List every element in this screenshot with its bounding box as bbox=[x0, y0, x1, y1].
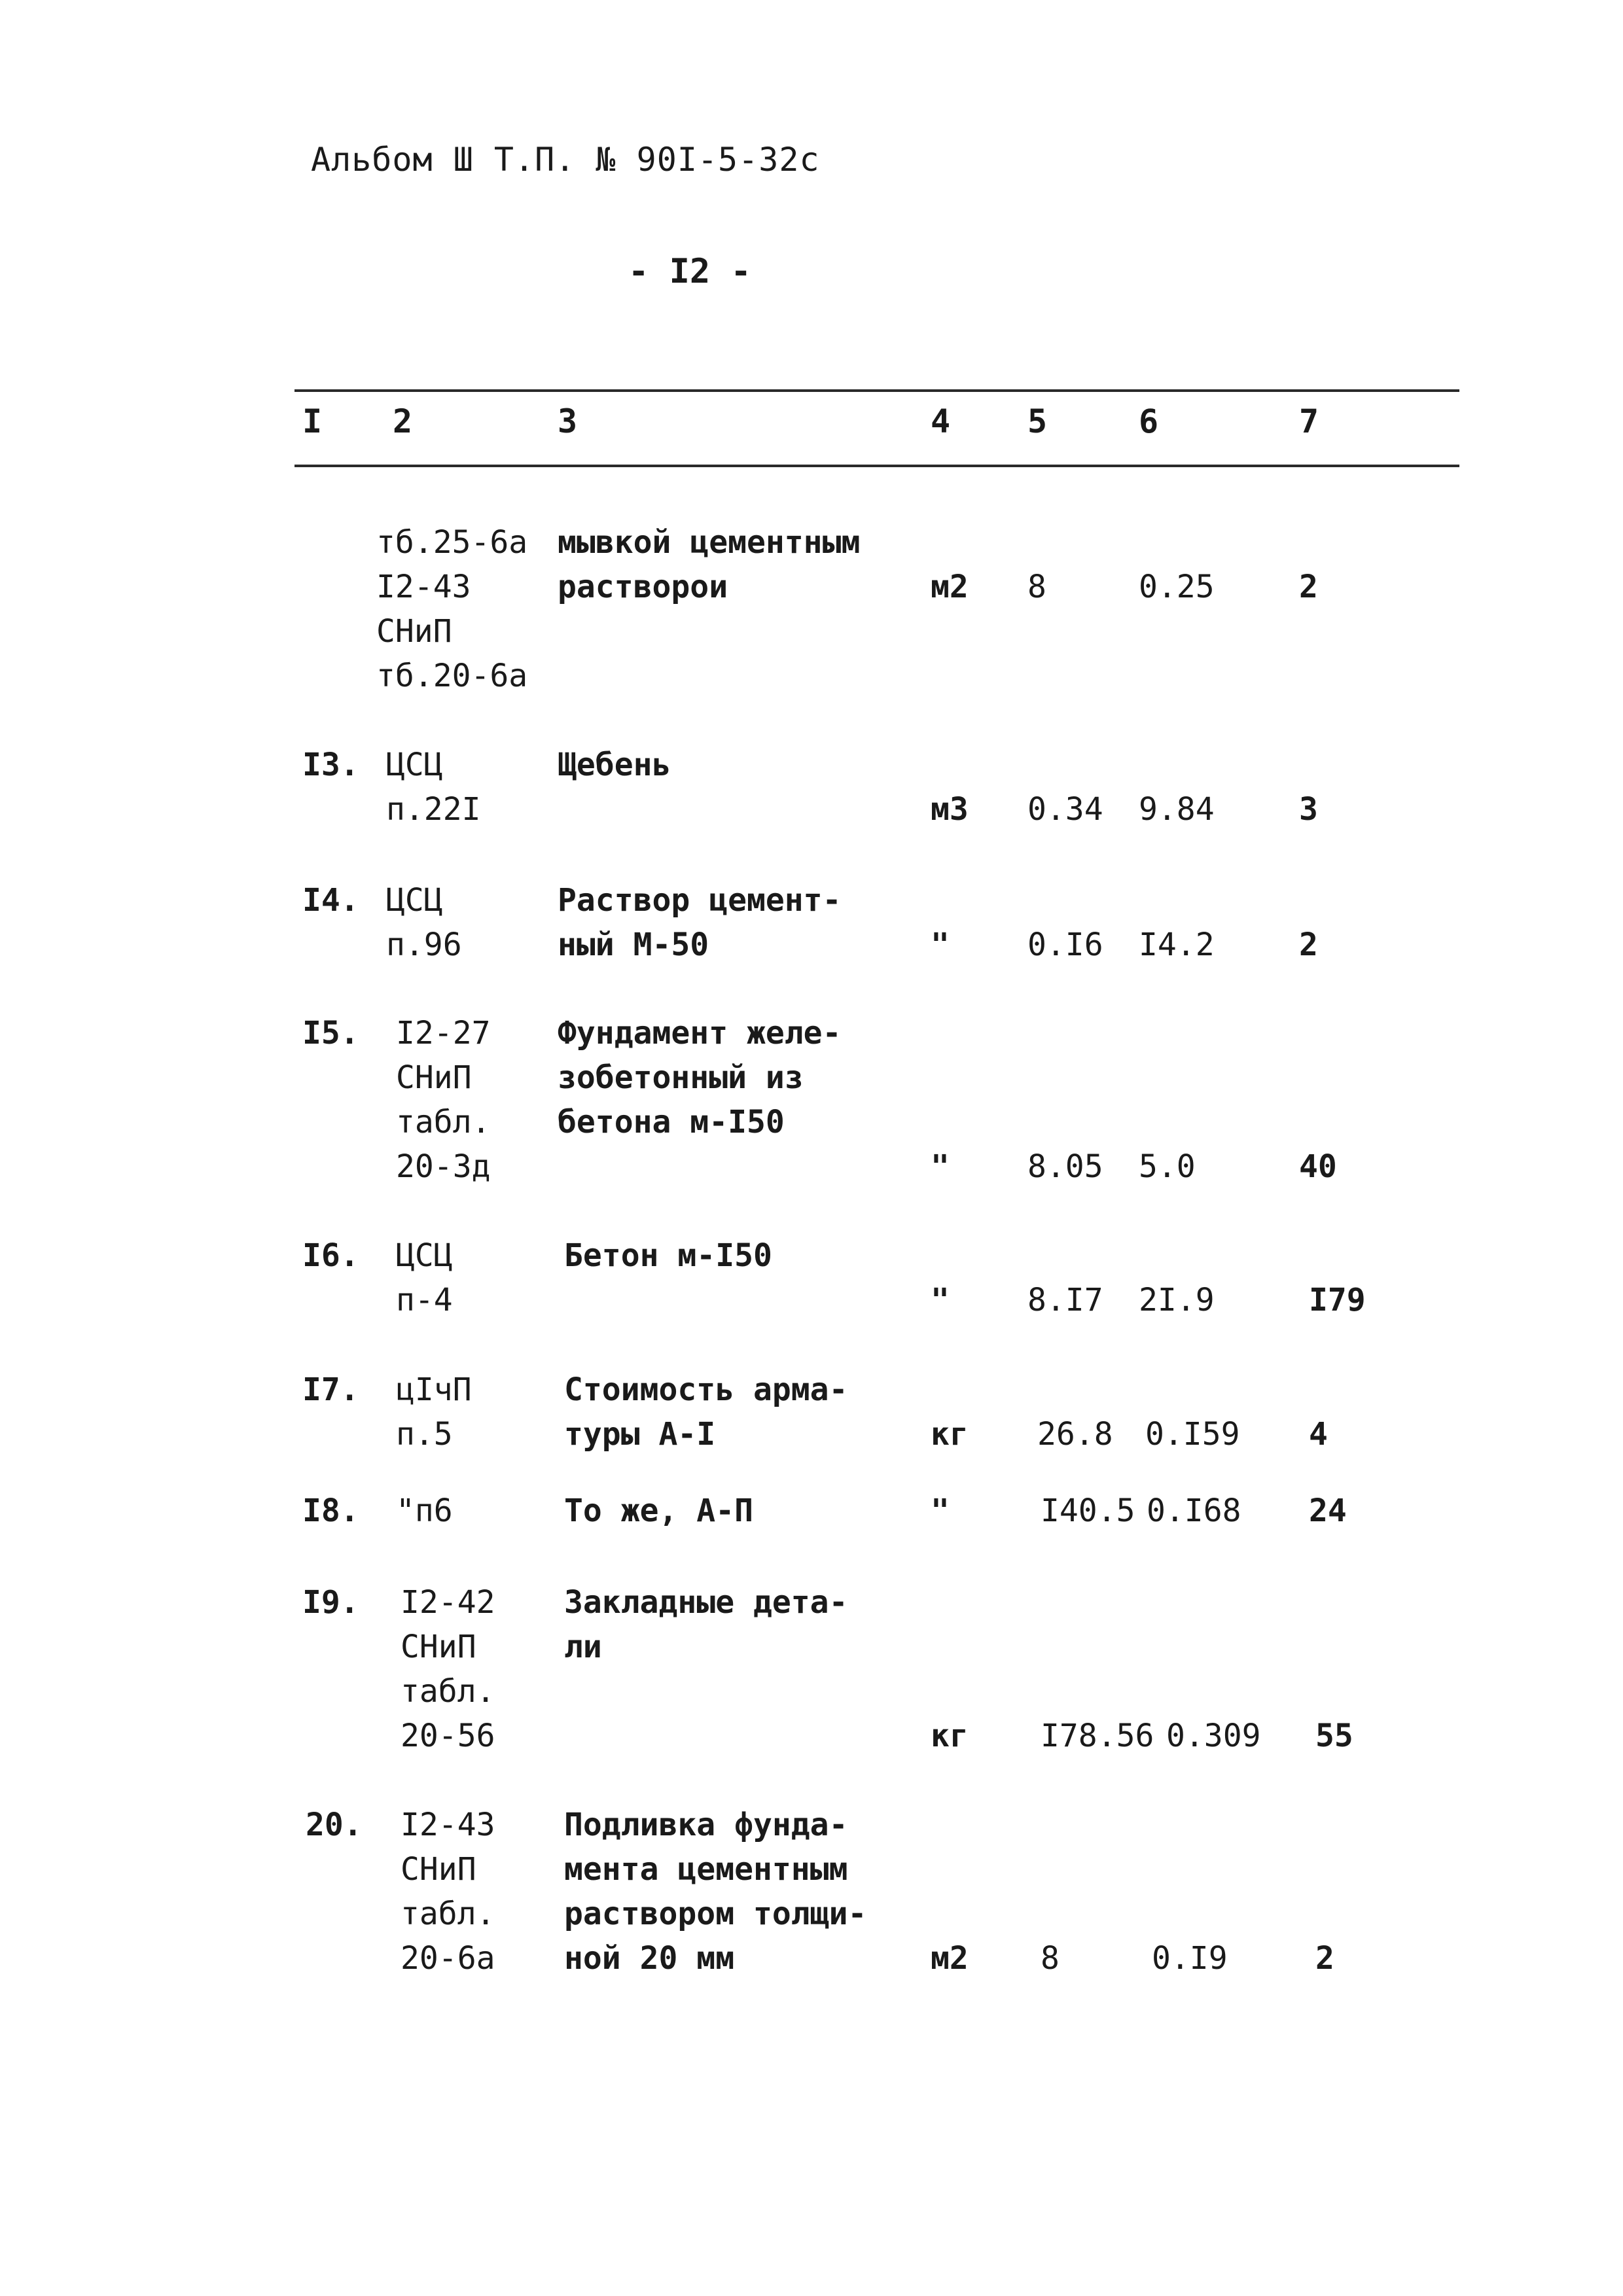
total-cell: 3 bbox=[1299, 791, 1318, 828]
unit-cell: " bbox=[931, 1492, 950, 1529]
column-header: I bbox=[302, 402, 323, 440]
name-cell: мывкой цементным растворои bbox=[558, 524, 861, 605]
qty-cell: I78.56 bbox=[1041, 1718, 1154, 1754]
qty-cell: 26.8 bbox=[1037, 1416, 1113, 1453]
album-reference: Альбом Ш Т.П. № 90I-5-32с bbox=[311, 141, 820, 179]
row-number: I8. bbox=[302, 1492, 359, 1529]
row-number: 20. bbox=[306, 1807, 363, 1843]
unit-cell: " bbox=[931, 1282, 950, 1318]
ref-cell: тб.25-6а I2-43 СНиП тб.20-6а bbox=[376, 524, 528, 694]
total-cell: 24 bbox=[1309, 1492, 1347, 1529]
ref-cell: "п6 bbox=[396, 1492, 453, 1529]
name-cell: Бетон м-I50 bbox=[564, 1237, 772, 1274]
qty-cell: 8 bbox=[1027, 569, 1046, 605]
unit-cell: кг bbox=[931, 1718, 969, 1754]
ref-cell: ЦСЦ п.96 bbox=[386, 882, 462, 963]
price-cell: 9.84 bbox=[1139, 791, 1215, 828]
ref-cell: цIчП п.5 bbox=[396, 1371, 472, 1453]
price-cell: 0.309 bbox=[1166, 1718, 1261, 1754]
row-number: I6. bbox=[302, 1237, 359, 1274]
row-number: I4. bbox=[302, 882, 359, 919]
page-number: - I2 - bbox=[628, 252, 751, 291]
total-cell: 40 bbox=[1299, 1148, 1337, 1185]
total-cell: I79 bbox=[1309, 1282, 1366, 1318]
price-cell: 5.0 bbox=[1139, 1148, 1196, 1185]
column-header: 3 bbox=[558, 402, 578, 440]
column-header: 7 bbox=[1299, 402, 1319, 440]
total-cell: 2 bbox=[1315, 1940, 1334, 1977]
price-cell: I4.2 bbox=[1139, 927, 1215, 963]
qty-cell: 8 bbox=[1041, 1940, 1060, 1977]
total-cell: 4 bbox=[1309, 1416, 1328, 1453]
name-cell: Закладные дета- ли bbox=[564, 1584, 848, 1665]
ref-cell: I2-43 СНиП табл. 20-6а bbox=[401, 1807, 495, 1977]
unit-cell: м3 bbox=[931, 791, 969, 828]
ref-cell: ЦСЦ п.22I bbox=[386, 747, 481, 828]
qty-cell: 0.I6 bbox=[1027, 927, 1103, 963]
unit-cell: м2 bbox=[931, 1940, 969, 1977]
column-header: 2 bbox=[393, 402, 413, 440]
ref-cell: ЦСЦ п-4 bbox=[396, 1237, 453, 1318]
row-number: I3. bbox=[302, 747, 359, 783]
qty-cell: I40.5 bbox=[1041, 1492, 1135, 1529]
qty-cell: 8.05 bbox=[1027, 1148, 1103, 1185]
total-cell: 2 bbox=[1299, 569, 1318, 605]
column-header: 5 bbox=[1027, 402, 1048, 440]
price-cell: 0.I68 bbox=[1147, 1492, 1241, 1529]
unit-cell: " bbox=[931, 1148, 950, 1185]
total-cell: 55 bbox=[1315, 1718, 1353, 1754]
total-cell: 2 bbox=[1299, 927, 1318, 963]
unit-cell: " bbox=[931, 927, 950, 963]
qty-cell: 0.34 bbox=[1027, 791, 1103, 828]
qty-cell: 8.I7 bbox=[1027, 1282, 1103, 1318]
name-cell: Раствор цемент- ный М-50 bbox=[558, 882, 842, 963]
price-cell: 0.I59 bbox=[1145, 1416, 1240, 1453]
row-number: I9. bbox=[302, 1584, 359, 1621]
ref-cell: I2-42 СНиП табл. 20-56 bbox=[401, 1584, 495, 1754]
price-cell: 0.I9 bbox=[1152, 1940, 1228, 1977]
row-number: I7. bbox=[302, 1371, 359, 1408]
name-cell: Фундамент желе- зобетонный из бетона м-I50 bbox=[558, 1015, 842, 1140]
name-cell: То же, А-П bbox=[564, 1492, 753, 1529]
name-cell: Щебень bbox=[558, 747, 671, 783]
name-cell: Подливка фунда- мента цементным раствором толщи- ной 20 мм bbox=[564, 1807, 867, 1977]
price-cell: 0.25 bbox=[1139, 569, 1215, 605]
ref-cell: I2-27 СНиП табл. 20-3д bbox=[396, 1015, 491, 1185]
name-cell: Стоимость арма- туры А-I bbox=[564, 1371, 848, 1453]
unit-cell: кг bbox=[931, 1416, 969, 1453]
column-header: 4 bbox=[931, 402, 951, 440]
unit-cell: м2 bbox=[931, 569, 969, 605]
price-cell: 2I.9 bbox=[1139, 1282, 1215, 1318]
row-number: I5. bbox=[302, 1015, 359, 1051]
column-header: 6 bbox=[1139, 402, 1159, 440]
